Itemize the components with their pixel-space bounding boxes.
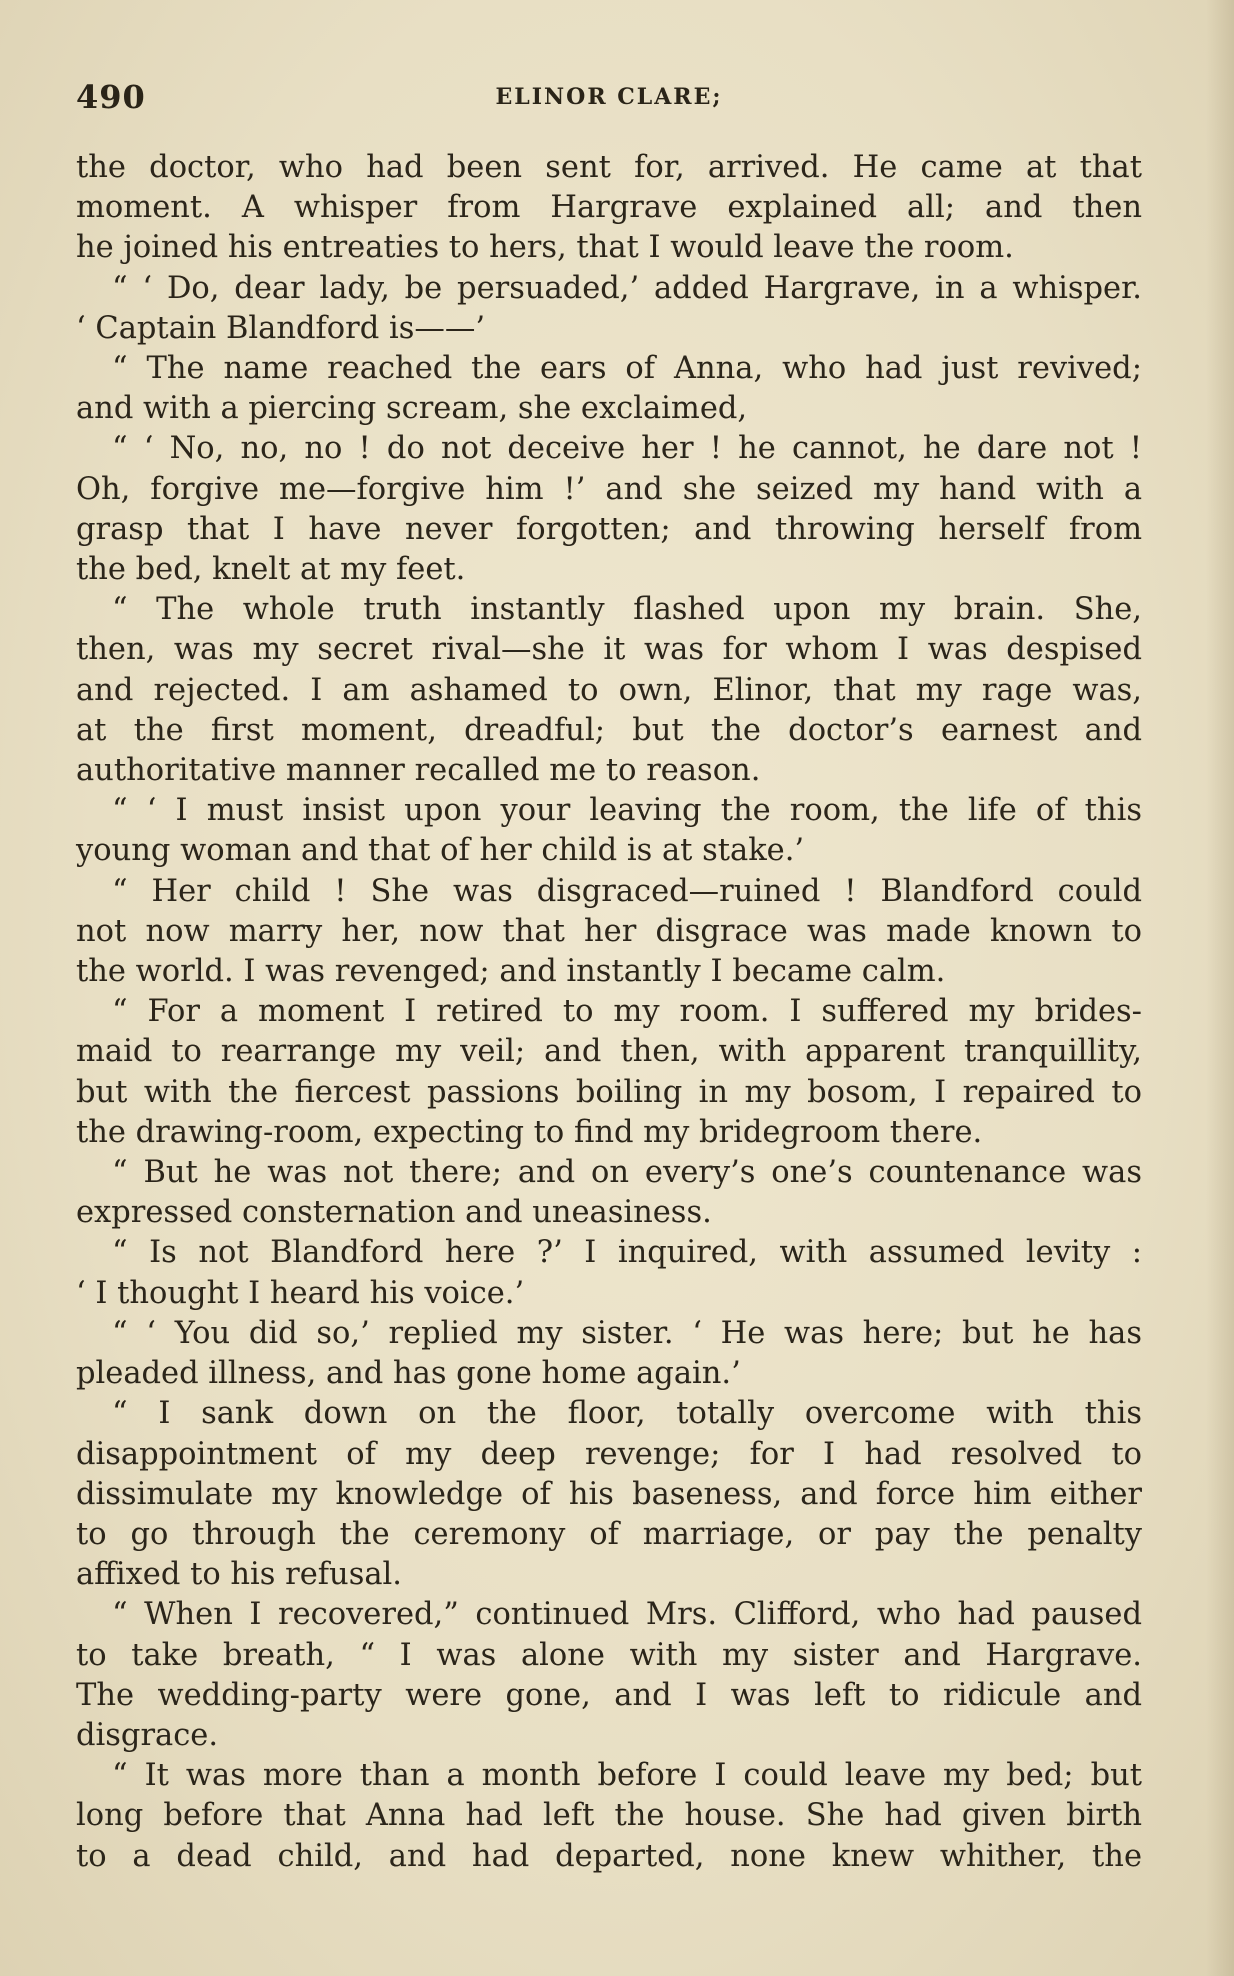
text-line: moment. A whisper from Hargrave explained all; and then [76,190,1142,226]
text-line: maid to rearrange my veil; and then, with apparent tranquillity, [76,1034,1142,1070]
text-line: “ I sank down on the floor, totally overcome with this [112,1396,1142,1432]
text-line: long before that Anna had left the house. She had given birth [76,1798,1142,1834]
text-line: “ When I recovered,” continued Mrs. Clifford, who had paused [112,1597,1142,1633]
text-line: “ For a moment I retired to my room. I suffered my brides- [112,994,1142,1030]
text-line: young woman and that of her child is at stake.’ [76,833,805,869]
text-line: pleaded illness, and has gone home again.’ [76,1356,741,1392]
text-line: the drawing-room, expecting to find my bridegroom there. [76,1114,983,1150]
text-line: then, was my secret rival—she it was for whom I was despised [76,632,1142,668]
text-line: to a dead child, and had departed, none knew whither, the [76,1838,1142,1874]
page-header [76,78,1142,128]
text-line: ‘ Captain Blandford is——’ [76,310,486,346]
text-line: “ Is not Blandford here ?’ I inquired, with assumed levity : [112,1235,1142,1271]
text-line: and with a piercing scream, she exclaimed, [76,391,748,427]
text-line: “ But he was not there; and on every’s one’s countenance was [112,1155,1142,1191]
text-line: the doctor, who had been sent for, arrived. He came at that [76,150,1142,185]
text-line: grasp that I have never forgotten; and throwing herself from [76,511,1142,547]
text-line: at the first moment, dreadful; but the doctor’s earnest and [76,712,1142,748]
page-edge-shadow [1206,0,1234,1976]
text-line: and rejected. I am ashamed to own, Elinor, that my rage was, [76,672,1142,708]
text-line: “ ‘ You did so,’ replied my sister. ‘ He was here; but he has [112,1315,1142,1351]
text-line: “ The whole truth instantly flashed upon my brain. She, [112,592,1142,628]
text-line: dissimulate my knowledge of his baseness, and force him either [76,1476,1142,1512]
text-line: “ ‘ I must insist upon your leaving the room, the life of this [112,793,1142,829]
text-line: The wedding-party were gone, and I was left to ridicule and [76,1677,1142,1713]
text-line: authoritative manner recalled me to reason. [76,753,761,789]
text-line: “ The name reached the ears of Anna, who had just revived; [112,351,1142,387]
text-line: affixed to his refusal. [76,1557,402,1593]
running-head: ELINOR CLARE; [495,84,723,110]
text-line: ‘ I thought I heard his voice.’ [76,1275,525,1311]
page-number: 490 [76,78,146,116]
text-line: “ Her child ! She was disgraced—ruined ! Blandford could [112,873,1142,909]
text-line: to take breath, “ I was alone with my sister and Hargrave. [76,1637,1142,1673]
text-line: expressed consternation and uneasiness. [76,1195,712,1231]
text-line: to go through the ceremony of marriage, or pay the penalty [76,1516,1142,1552]
text-line: the bed, knelt at my feet. [76,552,466,588]
text-line: disappointment of my deep revenge; for I had resolved to [76,1436,1142,1472]
text-line: “ It was more than a month before I could leave my bed; but [112,1758,1142,1794]
text-line: “ ‘ No, no, no ! do not deceive her ! he cannot, he dare not ! [112,431,1142,467]
text-line: Oh, forgive me—forgive him !’ and she seized my hand with a [76,471,1142,507]
text-line: but with the fiercest passions boiling in my bosom, I repaired to [76,1074,1142,1110]
text-line: he joined his entreaties to hers, that I would leave the room. [76,230,1014,266]
text-line: the world. I was revenged; and instantly I became calm. [76,954,946,990]
text-line: not now marry her, now that her disgrace was made known to [76,913,1142,949]
text-line: disgrace. [76,1717,219,1753]
body-text [76,148,1142,1877]
text-line: “ ‘ Do, dear lady, be persuaded,’ added Hargrave, in a whisper. [112,270,1142,306]
